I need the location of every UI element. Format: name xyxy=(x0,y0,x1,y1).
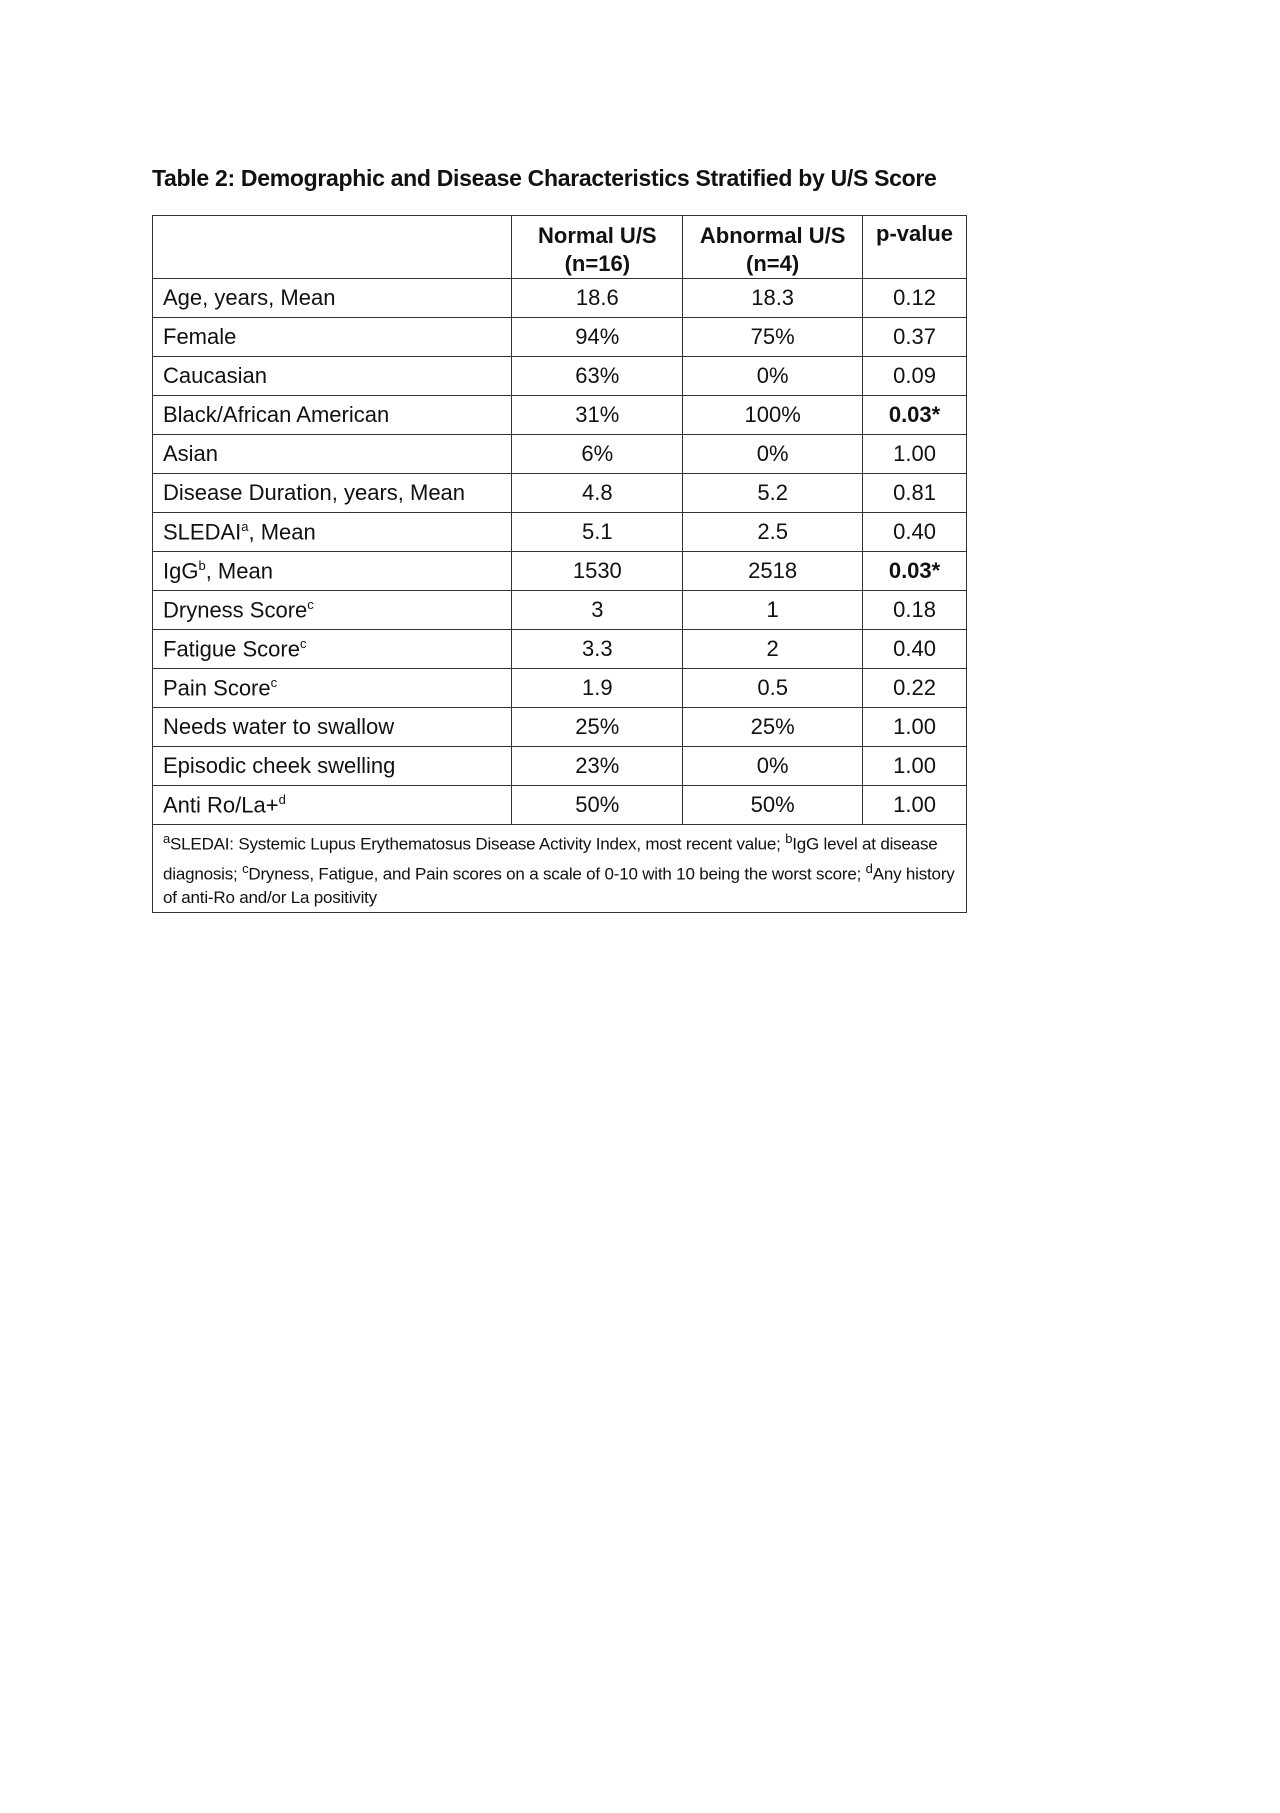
row-label: Female xyxy=(153,318,512,357)
footnote-marker: c xyxy=(270,674,278,690)
table-row xyxy=(153,474,967,513)
header-normal-label: Normal U/S xyxy=(538,223,657,248)
normal-value: 25% xyxy=(512,708,683,747)
row-label: SLEDAI$^a$, Mean xyxy=(153,513,512,552)
header-empty xyxy=(153,216,512,279)
abnormal-value: 0% xyxy=(683,435,863,474)
footnote-row xyxy=(153,825,967,913)
table-row xyxy=(153,747,967,786)
table-row xyxy=(153,552,967,591)
abnormal-value: 2518 xyxy=(683,552,863,591)
abnormal-value: 5.2 xyxy=(683,474,863,513)
footnote-marker: d xyxy=(278,791,286,807)
footnote-text: IgG level at disease diagnosis; xyxy=(163,834,938,884)
header-abnormal-label: Abnormal U/S xyxy=(699,223,846,248)
table-row xyxy=(153,513,967,552)
header-normal-n: (n=16) xyxy=(564,251,631,276)
p-value: 0.09 xyxy=(863,357,967,396)
abnormal-value: 100% xyxy=(683,396,863,435)
p-value: 0.22 xyxy=(863,669,967,708)
abnormal-value: 25% xyxy=(683,708,863,747)
footnote xyxy=(153,825,967,913)
row-label: Age, years, Mean xyxy=(153,279,512,318)
p-value: 1.00 xyxy=(863,747,967,786)
abnormal-value: 0% xyxy=(683,357,863,396)
footnote-text: Any history of anti-Ro and/or La positivity xyxy=(163,864,955,908)
row-label: Disease Duration, years, Mean xyxy=(153,474,512,513)
table-row xyxy=(153,357,967,396)
table-row xyxy=(153,786,967,825)
abnormal-value: 2.5 xyxy=(683,513,863,552)
p-value: 0.18 xyxy=(863,591,967,630)
normal-value: 63% xyxy=(512,357,683,396)
header-abnormal xyxy=(683,216,863,279)
row-label: Dryness Score$^c$ xyxy=(153,591,512,630)
normal-value: 1530 xyxy=(512,552,683,591)
row-label: Episodic cheek swelling xyxy=(153,747,512,786)
footnote-marker: b xyxy=(198,557,206,573)
p-value: 0.12 xyxy=(863,279,967,318)
normal-value: 4.8 xyxy=(512,474,683,513)
p-value: 0.40 xyxy=(863,513,967,552)
normal-value: 50% xyxy=(512,786,683,825)
p-value: 0.03* xyxy=(863,396,967,435)
footnote-marker: d xyxy=(865,860,873,876)
p-value: 0.81 xyxy=(863,474,967,513)
abnormal-value: 2 xyxy=(683,630,863,669)
footnote-marker: a xyxy=(241,518,249,534)
abnormal-value: 18.3 xyxy=(683,279,863,318)
normal-value: 6% xyxy=(512,435,683,474)
normal-value: 18.6 xyxy=(512,279,683,318)
abnormal-value: 0% xyxy=(683,747,863,786)
row-label: Caucasian xyxy=(153,357,512,396)
footnote-marker: c xyxy=(299,635,307,651)
characteristics-table xyxy=(152,215,967,913)
row-label: Needs water to swallow xyxy=(153,708,512,747)
p-value: 1.00 xyxy=(863,786,967,825)
abnormal-value: 0.5 xyxy=(683,669,863,708)
p-value: 1.00 xyxy=(863,708,967,747)
table-row xyxy=(153,396,967,435)
normal-value: 23% xyxy=(512,747,683,786)
row-label: Pain Score$^c$ xyxy=(153,669,512,708)
abnormal-value: 1 xyxy=(683,591,863,630)
table-row xyxy=(153,591,967,630)
row-label: Anti Ro/La+$^d$ xyxy=(153,786,512,825)
header-abnormal-n: (n=4) xyxy=(746,251,800,276)
normal-value: 3 xyxy=(512,591,683,630)
table-row xyxy=(153,708,967,747)
footnote-marker: c xyxy=(242,860,249,876)
normal-value: 94% xyxy=(512,318,683,357)
table-row xyxy=(153,279,967,318)
row-label: Fatigue Score$^c$ xyxy=(153,630,512,669)
p-value: 1.00 xyxy=(863,435,967,474)
footnote-marker: b xyxy=(785,831,793,846)
table-title: Table 2: Demographic and Disease Characteristics Stratified by U/S Score xyxy=(152,165,937,191)
p-value: 0.40 xyxy=(863,630,967,669)
row-label: Asian xyxy=(153,435,512,474)
normal-value: 31% xyxy=(512,396,683,435)
row-label: Black/African American xyxy=(153,396,512,435)
normal-value: 3.3 xyxy=(512,630,683,669)
footnote-marker: c xyxy=(307,596,314,612)
footnote-text: Dryness, Fatigue, and Pain scores on a scale of 0-10 with 10 being the worst score; xyxy=(248,864,866,884)
p-value: 0.03* xyxy=(863,552,967,591)
footnote-text: SLEDAI: Systemic Lupus Erythematosus Disease Activity Index, most recent value; xyxy=(170,834,786,854)
header-pvalue: p-value xyxy=(863,216,967,279)
row-label: IgG$^b$, Mean xyxy=(153,552,512,591)
header-row xyxy=(153,216,967,279)
table-row xyxy=(153,630,967,669)
table-row xyxy=(153,669,967,708)
abnormal-value: 75% xyxy=(683,318,863,357)
table-row xyxy=(153,318,967,357)
header-normal xyxy=(512,216,683,279)
abnormal-value: 50% xyxy=(683,786,863,825)
p-value: 0.37 xyxy=(863,318,967,357)
normal-value: 1.9 xyxy=(512,669,683,708)
footnote-marker: a xyxy=(163,831,171,846)
normal-value: 5.1 xyxy=(512,513,683,552)
table-row xyxy=(153,435,967,474)
